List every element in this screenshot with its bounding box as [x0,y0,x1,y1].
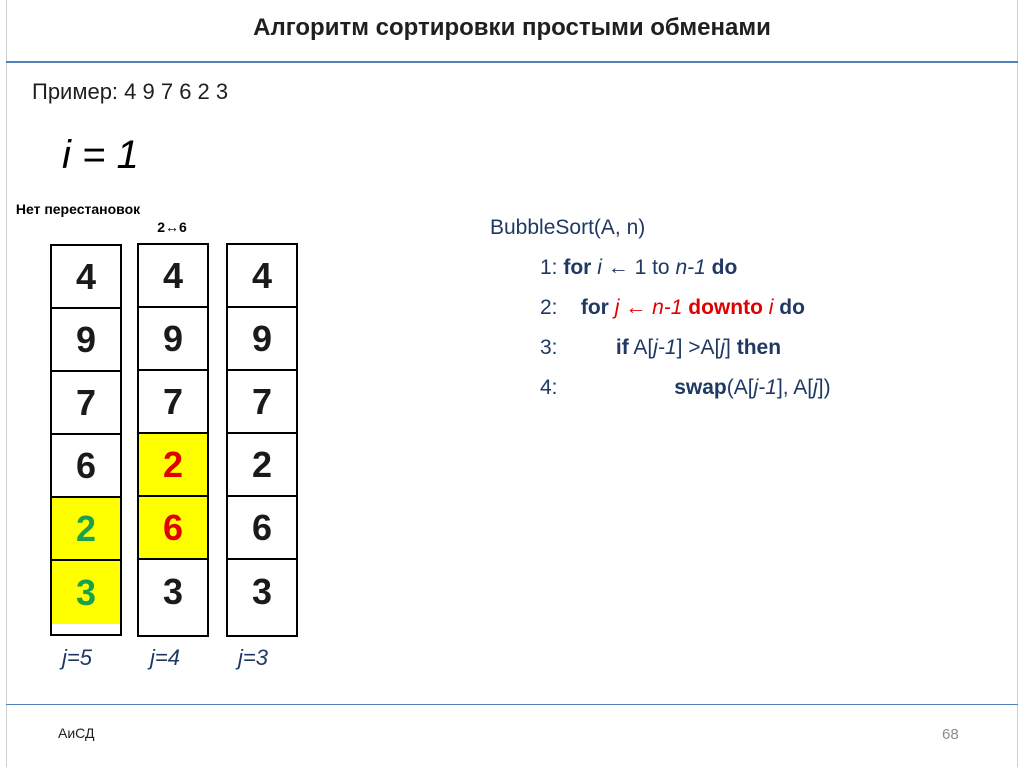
column-2-array [137,243,209,637]
code-line-1: 1: for i ← 1 to n-1 do [540,256,738,279]
array-cell: 3 [162,570,184,612]
column-1-j: j=5 [62,645,92,670]
slide-border-right [1017,0,1018,767]
page-number: 68 [942,726,959,743]
footer-divider [6,704,1018,705]
column-2-label: 2↔6 [157,219,187,235]
code-line-4: 4: swap(A[j-1], A[j]) [540,376,831,399]
example-text: Пример: 4 9 7 6 2 3 [32,79,229,104]
array-cell: 4 [228,245,296,308]
footer-course: АиСД [58,725,95,741]
iteration-label: i = 1 [62,133,139,177]
column-1-label: Нет перестановок [15,201,141,217]
array-cell: 7 [52,372,120,435]
array-cell: 3 [52,561,120,624]
array-cell: 6 [52,435,120,498]
array-cell: 6 [228,497,296,560]
array-cell: 4 [52,246,120,309]
array-cell: 9 [139,308,207,371]
array-cell: 2 [139,434,207,497]
slide-title: Алгоритм сортировки простыми обменами [253,14,771,41]
array-cell: 2 [228,434,296,497]
code-line-2: 2: for j ← n-1 downto i do [540,296,805,319]
code-header: BubbleSort(A, n) [490,216,646,239]
column-2-j: j=4 [150,645,180,670]
array-cell: 9 [52,309,120,372]
slide-border-left [6,0,7,767]
array-cell: 6 [139,497,207,560]
code-line-3: 3: if A[j-1] >A[j] then [540,336,782,359]
header-divider [6,61,1018,63]
array-cell: 2 [52,498,120,561]
array-cell: 7 [139,371,207,434]
column-3-j: j=3 [238,645,268,670]
pseudocode [490,208,831,408]
array-cell: 9 [228,308,296,371]
column-1-array [50,244,122,636]
array-cell: 7 [228,371,296,434]
column-3-array [226,243,298,637]
array-cell: 3 [251,570,273,612]
array-cell: 4 [139,245,207,308]
